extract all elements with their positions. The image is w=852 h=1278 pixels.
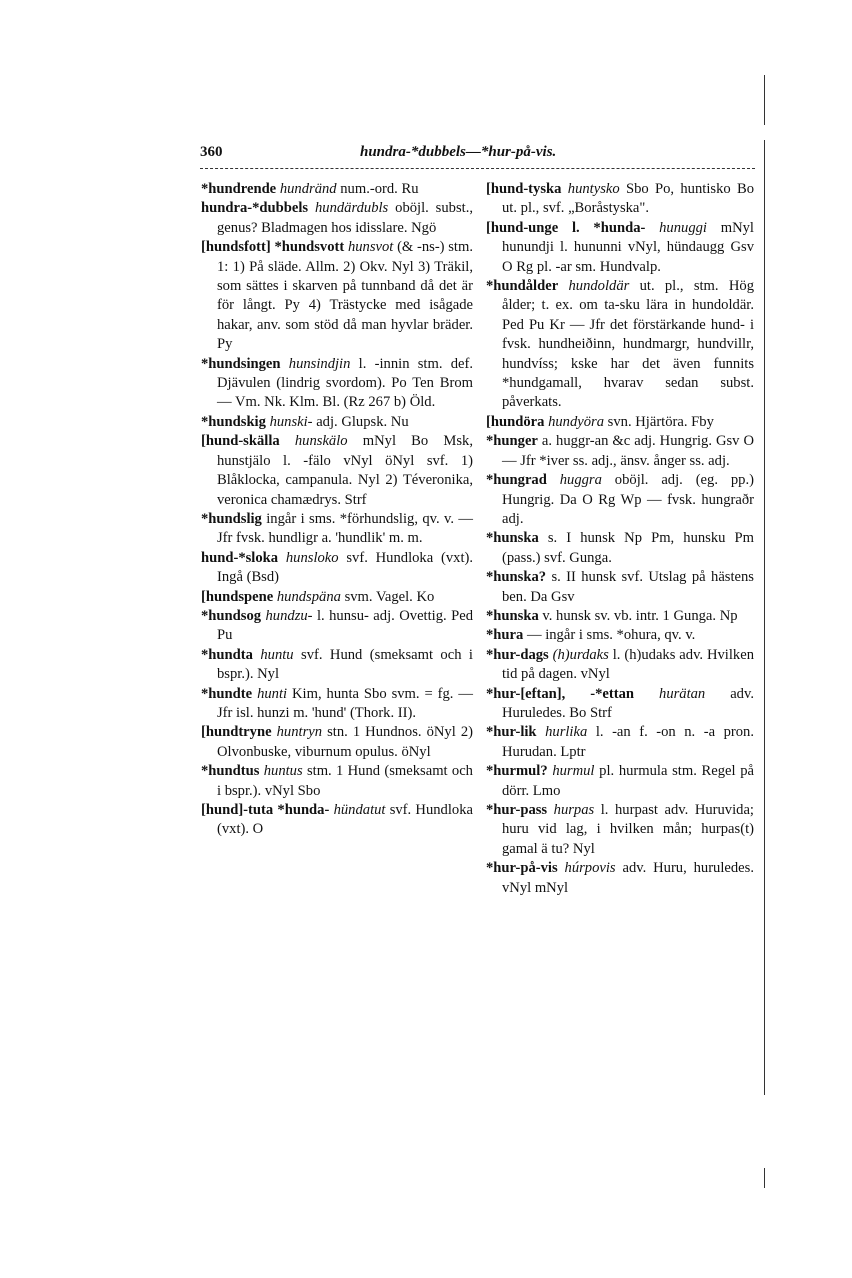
definition: ut. pl., stm. Hög ålder; t. ex. om ta-sku lära in hundoldär. Ped Pu Kr — Jfr det förstärkande hund- i fvsk. hundheiðinn, hundmargr, hundvillr, hundvíss; kske har det även funnits *hundgamall, hvarav sedan subst. påverkats. [502,278,754,411]
dialect-form: hurpas [553,802,595,818]
headword: [hund-unge l. *hunda- [486,219,646,236]
header-rule [200,168,755,169]
dictionary-entry [486,859,754,898]
dialect-form: hunski- [269,413,313,430]
dialect-form: huntus [263,763,303,780]
dialect-form: hunsvot [347,239,394,256]
dictionary-entry [201,723,473,762]
headword: [hund-skälla [201,433,280,450]
dialect-form: hurlika [545,724,588,741]
definition: s. II hunsk svf. Utslag på hästens ben. Da Gsv [502,569,754,605]
headword: *hur-dags [486,646,549,663]
definition: mNyl hunundji l. hununni vNyl, hündaugg Gsv O Rg pl. -ar sm. Hundvalp. [502,219,754,275]
headword: *hundtus [201,763,260,780]
headword: *hurmul? [486,763,548,780]
dialect-form: huntu [260,646,294,663]
dictionary-entry [486,471,754,529]
dictionary-entry [201,355,473,413]
dictionary-entry [486,607,754,626]
definition: s. I hunsk Np Pm, hunsku Pm (pass.) svf. Gunga. [502,530,754,566]
dictionary-entry [486,685,754,724]
dictionary-entry [201,801,473,840]
dictionary-entry [486,529,754,568]
dialect-form: huggra [559,472,602,489]
dictionary-entry [486,413,754,432]
headword: *hundslig [201,510,262,527]
dialect-form: hunskälo [294,433,348,450]
headword: *hur-på-vis [486,860,558,877]
dialect-form: hunsloko [285,549,339,566]
left-column [201,180,473,840]
definition: l. -an f. -on n. -a pron. Hurudan. Lptr [502,724,755,760]
right-column [486,180,754,898]
headword: *hunska [486,530,539,547]
headword: *hundålder [486,278,559,295]
headword: *hundsog [201,607,262,624]
dialect-form: huntysko [567,181,620,197]
headword: *hunska? [486,569,547,586]
headword: [hund]-tuta *hunda- [201,802,330,818]
dictionary-entry [486,180,754,219]
definition: svf. Hund (smeksamt och i bspr.). Nyl [217,646,473,683]
dialect-form: húrpovis [564,860,616,877]
headword: [hund-tyska [486,181,562,197]
dictionary-entry [201,432,473,510]
definition: l. hurpast adv. Huruvida; huru vid lag, i hvilken mån; hurpas(t) gamal ä tu? Nyl [502,802,754,857]
headword: *hungrad [486,472,547,489]
dictionary-entry [201,646,473,685]
dictionary-entry [486,762,754,801]
dictionary-entry [201,549,473,588]
headword: *hundrende [201,181,277,197]
page-number: 360 [200,144,223,160]
dialect-form: hundärdubls [314,200,389,217]
headword: *hundta [201,646,253,663]
definition: ingår i sms. *förhundslig, qv. v. — Jfr fvsk. hundligr a. 'hundlik' m. m. [217,510,473,547]
dictionary-entry [486,626,754,645]
definition: oböjl. adj. (eg. pp.) Hungrig. Da O Rg Wp — fvsk. hungraðr adj. [502,472,754,527]
headword: [hundsfott] *hundsvott [201,239,345,256]
definition: svm. Vagel. Ko [344,588,435,605]
dictionary-entry [201,685,473,724]
running-title: hundra-*dubbels—*hur-på-vis. [360,144,557,160]
definition: svf. Hundloka (vxt). Ingå (Bsd) [217,549,474,586]
headword: hundra-*dubbels [201,200,309,217]
margin-rule-middle [764,140,765,1095]
dialect-form: hundspäna [276,588,341,605]
dictionary-entry [201,413,473,432]
dictionary-entry [201,588,473,607]
definition: pl. hurmula stm. Regel på dörr. Lmo [502,763,754,799]
definition: svn. Hjärtöra. Fby [607,413,714,430]
headword: *hura [486,627,524,644]
definition: a. huggr-an &c adj. Hungrig. Gsv O — Jfr *iver ss. adj., änsv. ånger ss. adj. [502,433,754,469]
definition: oböjl. subst., genus? Bladmagen hos idisslare. Ngö [217,200,473,236]
definition: adj. Glupsk. Nu [316,413,409,430]
definition: v. hunsk sv. vb. intr. 1 Gunga. Np [542,607,738,624]
dictionary-entry [486,646,754,685]
headword: *hunger [486,433,538,450]
dictionary-entry [201,199,473,238]
headword: hund-*sloka [201,549,279,566]
dialect-form: hundyöra [548,413,605,430]
definition: Sbo Po, huntisko Bo ut. pl., svf. „Boråstyska". [502,181,755,217]
definition: l. -innin stm. def. Djävulen (lindrig svordom). Po Ten Brom — Vm. Nk. Klm. Bl. (Rz 267 b) Öld. [217,355,474,411]
dialect-form: hundränd [279,181,337,197]
headword: *hundte [201,685,253,702]
headword: [hundöra [486,413,545,430]
definition: adv. Huruledes. Bo Strf [502,685,754,721]
dictionary-entry [486,723,754,762]
dictionary-entry [486,432,754,471]
headword: *hur-pass [486,802,548,818]
dictionary-entry [201,510,473,549]
definition: l. hunsu- adj. Ovettig. Ped Pu [217,607,473,644]
dictionary-entry [201,762,473,801]
dialect-form: hurmul [552,763,595,780]
definition: mNyl Bo Msk, hunstjälo l. -fälo vNyl öNyl svf. 1) Blåklocka, campanula. Nyl 2) Téveronika, veronica chamædrys. Strf [217,433,473,508]
dictionary-entry [486,219,754,277]
headword: *hundskig [201,413,266,430]
headword: *hundsingen [201,355,281,372]
dictionary-entry [201,238,473,354]
dialect-form: hunti [257,685,288,702]
dialect-form: hündatut [333,802,386,818]
dialect-form: huntryn [276,724,323,741]
headword: *hur-[eftan], -*ettan [486,685,635,702]
margin-rule-bottom [764,1168,765,1188]
dialect-form: hundoldär [568,278,630,295]
definition: stn. 1 Hundnos. öNyl 2) Olvonbuske, viburnum opulus. öNyl [217,724,473,760]
dictionary-entry [486,801,754,859]
margin-rule-top [764,75,765,125]
definition: num.-ord. Ru [340,181,419,197]
definition: l. (h)udaks adv. Hvilken tid på dagen. vNyl [502,646,754,683]
dialect-form: hurätan [659,685,706,702]
headword: *hunska [486,607,539,624]
definition: adv. Huru, huruledes. vNyl mNyl [502,860,754,896]
definition: stm. 1 Hund (smeksamt och i bspr.). vNyl Sbo [217,763,473,799]
headword: *hur-lik [486,724,537,741]
dialect-form: hunuggi [659,219,707,236]
dialect-form: (h)urdaks [552,646,609,663]
definition: Kim, hunta Sbo svm. = fg. — Jfr isl. hunzi m. 'hund' (Thork. II). [217,685,473,721]
dictionary-entry [486,277,754,413]
headword: [hundtryne [201,724,272,741]
dialect-form: hundzu- [265,607,313,624]
headword: [hundspene [201,588,274,605]
dialect-form: hunsindjin [288,355,351,372]
definition: — ingår i sms. *ohura, qv. v. [526,627,696,644]
dictionary-entry [201,180,473,199]
dictionary-entry [201,607,473,646]
definition: svf. Hundloka (vxt). O [217,802,473,838]
definition: (& -ns-) stm. 1: 1) På släde. Allm. 2) Okv. Nyl 3) Träkil, som sättes i skarven på tunnband då det är för långt. Py 4) Trästycke med isågade hakar, anv. som stöd då man hyvlar bräder. Py [217,239,473,353]
dictionary-entry [486,568,754,607]
